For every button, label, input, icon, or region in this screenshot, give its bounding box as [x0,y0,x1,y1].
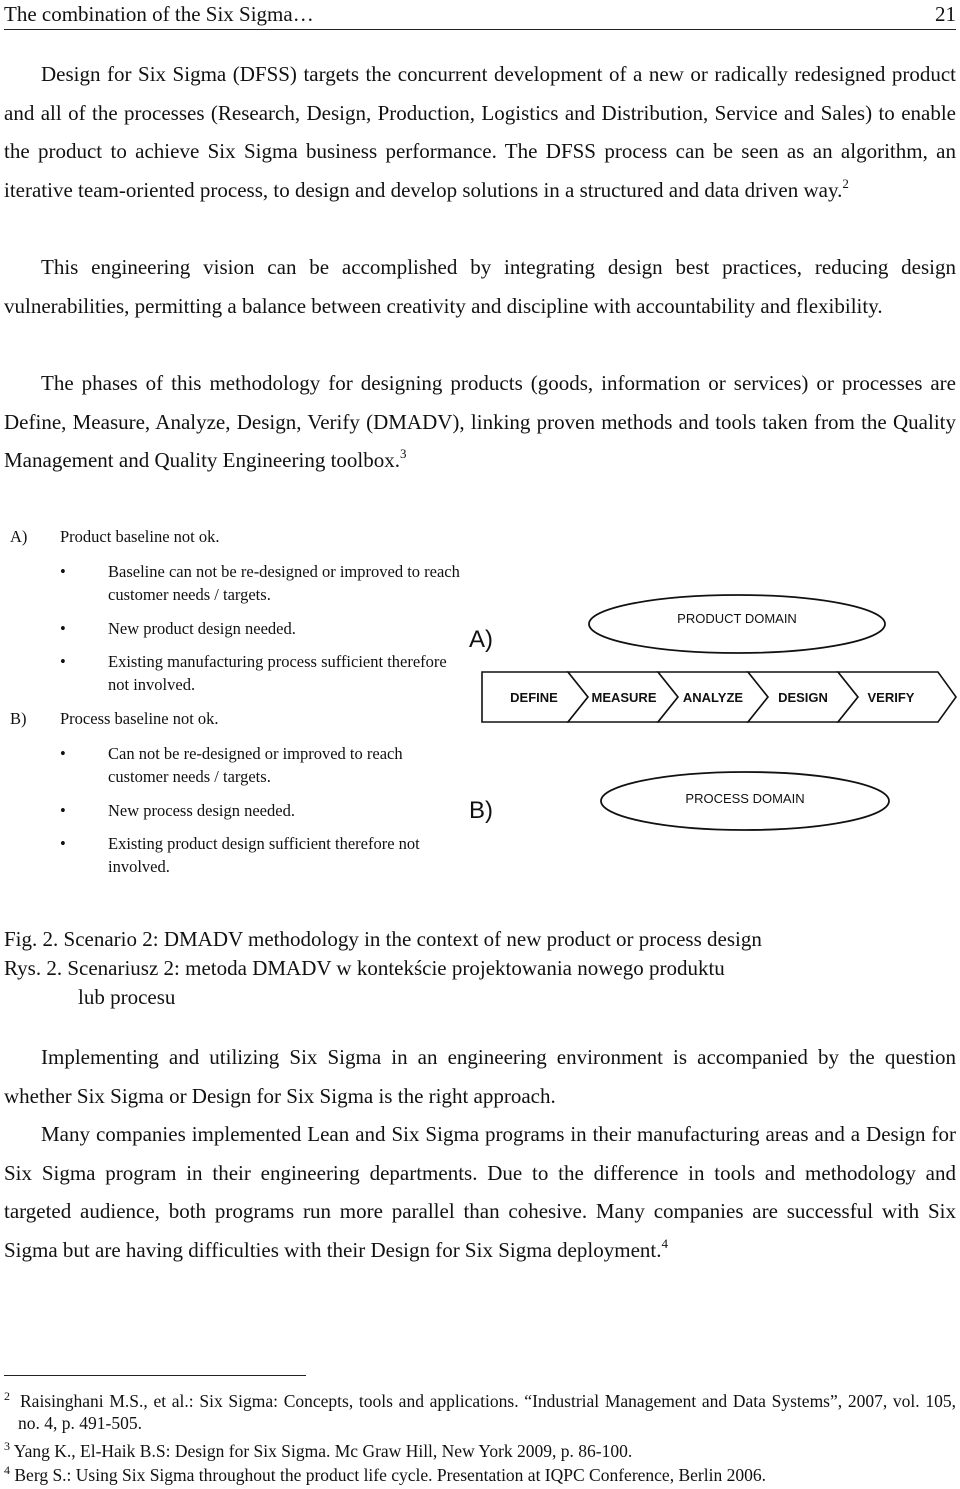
diagram-label-b: B) [469,797,493,824]
bullet-icon: • [60,801,66,820]
page-number: 21 [935,2,956,26]
list-item-text: New process design needed. [108,801,295,820]
footnote-ref-4: 4 [661,1236,669,1252]
footnote-ref-2: 2 [842,176,849,192]
footnote-4 [4,1464,956,1486]
running-title: The combination of the Six Sigma… [4,2,314,26]
phase-label-define: DEFINE [510,690,558,705]
footnote-text: Raisinghani M.S., et al.: Six Sigma: Concepts, tools and applications. “Industrial Management and Data Systems”, 2007, vol. 105, no. 4, p. 491-505. [18,1391,956,1433]
paragraph-dfss-text: Design for Six Sigma (DFSS) targets the concurrent development of a new or radically redesigned product and all of the processes (Research, Design, Production, Logistics and Distribution, Service and Sales) to enable the product to achieve Six Sigma business performance. The DFSS process can be seen as an algorithm, an iterative team-oriented process, to design and develop solutions in a structured and data driven way. [4,62,956,203]
bullet-icon: • [60,652,66,671]
paragraph-implementing-text: Implementing and utilizing Six Sigma in an engineering environment is accompanied by the question whether Six Sigma or Design for Six Sigma is the right approach. [4,1045,956,1108]
footnote-number: 4 [4,1463,10,1477]
phase-label-analyze: ANALYZE [682,690,744,705]
list-b-marker: B) [10,709,27,728]
paragraph-many-companies-text: Many companies implemented Lean and Six Sigma programs in their manufacturing areas and a Design for Six Sigma program in their engineering departments. Due to the difference in tools and methodology and targeted audience, both programs run more parallel than cohesive. Many companies are successful with Six Sigma but are having difficulties with their Design for Six Sigma deployment. [4,1122,956,1263]
footnote-text: Berg S.: Using Six Sigma throughout the product life cycle. Presentation at IQPC Conference, Berlin 2006. [14,1465,766,1485]
phase-label-measure: MEASURE [591,690,657,705]
list-item-text: Baseline can not be re-designed or improved to reach customer needs / targets. [108,562,460,604]
footnote-text: Yang K., El-Haik B.S: Design for Six Sigma. Mc Graw Hill, New York 2009, p. 86-100. [13,1441,633,1461]
paragraph-many-companies [4,1115,956,1270]
paragraph-implementing [4,1038,956,1115]
footnote-divider [4,1375,306,1376]
list-item-text: Existing manufacturing process sufficient therefore not involved. [108,652,447,694]
figure-caption-en: Fig. 2. Scenario 2: DMADV methodology in the context of new product or process design [4,927,762,951]
footnote-number: 3 [4,1439,10,1453]
footnote-number: 2 [4,1389,10,1403]
paragraph-engineering-vision-text: This engineering vision can be accomplished by integrating design best practices, reducing design vulnerabilities, permitting a balance between creativity and discipline with accountability and flexibility. [4,255,956,318]
footnote-ref-3: 3 [400,446,407,462]
figure-caption-pl-continued: lub procesu [78,985,176,1009]
figure-caption-pl: Rys. 2. Scenariusz 2: metoda DMADV w kontekście projektowania nowego produktu [4,956,725,980]
paragraph-dmadv-phases-text: The phases of this methodology for designing products (goods, information or services) or processes are Define, Measure, Analyze, Design, Verify (DMADV), linking proven methods and tools taken from the Quality Management and Quality Engineering toolbox. [4,371,956,473]
list-item-text: New product design needed. [108,619,296,638]
bullet-icon: • [60,834,66,853]
process-domain-label: PROCESS DOMAIN [685,791,805,806]
footnote-3 [4,1440,956,1462]
list-b-heading: Process baseline not ok. [60,709,219,728]
diagram-label-a: A) [469,626,493,653]
bullet-icon: • [60,744,66,763]
phase-label-design: DESIGN [778,690,828,705]
bullet-icon: • [60,619,66,638]
footnote-2 [4,1390,956,1434]
list-item-text: Can not be re-designed or improved to reach customer needs / targets. [108,744,403,786]
phase-label-verify: VERIFY [867,690,915,705]
list-item-text: Existing product design sufficient therefore not involved. [108,834,420,876]
bullet-icon: • [60,562,66,581]
list-a-marker: A) [10,527,28,546]
list-a-heading: Product baseline not ok. [60,527,220,546]
product-domain-label: PRODUCT DOMAIN [677,611,797,626]
